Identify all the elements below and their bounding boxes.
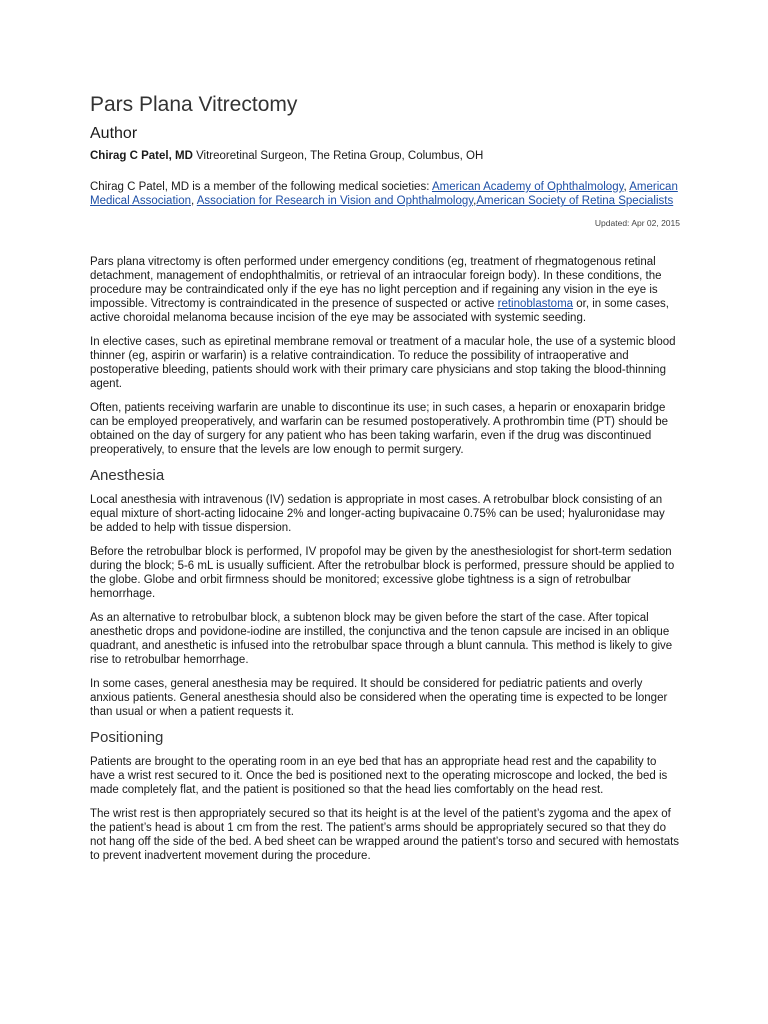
society-link-asrs[interactable]: American Society of Retina Specialists xyxy=(476,195,674,208)
page-title: Pars Plana Vitrectomy xyxy=(90,93,298,116)
author-name: Chirag C Patel, MD xyxy=(90,150,193,163)
positioning-paragraph-1: Patients are brought to the operating room in an eye bed that has an appropriate head rest and the capability to have a wrist rest secured to it. Once the bed is positioned next to the operating microscope and locked, the bed is made completely flat, and the patient is positioned so that the head lies comfortably on the head rest. xyxy=(90,755,668,796)
author-affiliation: Vitreoretinal Surgeon, The Retina Group, Columbus, OH xyxy=(192,150,484,163)
article xyxy=(90,92,680,873)
intro-text: Pars plana vitrectomy is often performed under emergency conditions (eg, treatment of rhegmatogenous retinal detachment, management of endophthalmitis, or retrieval of an intraocular foreign body). In these conditions, the procedure may be contraindicated only if the eye has no light perception and if regaining any vision in the eye is impossible. Vitrectomy is contraindicated in the presence of suspected or active xyxy=(90,256,662,311)
intro-paragraph-1 xyxy=(90,255,680,325)
anesthesia-paragraph-2: Before the retrobulbar block is performed, IV propofol may be given by the anesthesiologist for short-term sedation during the block; 5-6 mL is usually sufficient. After the retrobulbar block is performed, pressure should be applied to the globe. Globe and orbit firmness should be monitored; excessive globe tightness is a sign of retrobulbar hemorrhage. xyxy=(90,545,675,600)
society-link-ama[interactable]: American Medical Association xyxy=(90,181,678,208)
anesthesia-paragraph-4: In some cases, general anesthesia may be required. It should be considered for pediatric patients and overly anxious patients. General anesthesia should also be considered when the operating time is expected to be longer than usual or when a patient requests it. xyxy=(90,677,668,718)
separator: , xyxy=(191,195,197,208)
separator: , xyxy=(473,195,477,208)
intro-paragraph-2: In elective cases, such as epiretinal membrane removal or treatment of a macular hole, the use of a systemic blood thinner (eg, aspirin or warfarin) is a relative contraindication. To reduce the possibility of intraoperative and postoperative bleeding, patients should work with their primary care physicians and stop taking the blood-thinning agent. xyxy=(90,336,676,391)
intro-text: or, in some cases, active choroidal melanoma because incision of the eye may be associated with systemic seeding. xyxy=(90,298,669,325)
updated-date: Updated: Apr 02, 2015 xyxy=(594,218,680,229)
anesthesia-paragraph-1: Local anesthesia with intravenous (IV) sedation is appropriate in most cases. A retrobulbar block consisting of an equal mixture of short-acting lidocaine 2% and longer-acting bupivacaine 0.75% can be used; hyaluronidase may be added to help with tissue dispersion. xyxy=(90,493,665,534)
author-heading: Author xyxy=(90,125,138,143)
societies-paragraph xyxy=(90,180,680,208)
intro-paragraph-3: Often, patients receiving warfarin are unable to discontinue its use; in such cases, a heparin or enoxaparin bridge can be employed preoperatively, and warfarin can be resumed postoperatively. A prothrombin time (PT) should be obtained on the day of surgery for any patient who has been taking warfarin, even if the drug was discontinued preoperatively, to ensure that the levels are low enough to permit surgery. xyxy=(90,402,669,457)
positioning-heading: Positioning xyxy=(90,728,164,746)
separator: , xyxy=(623,181,630,194)
retinoblastoma-link[interactable]: retinoblastoma xyxy=(497,298,574,311)
society-link-aao[interactable]: American Academy of Ophthalmology xyxy=(431,181,624,194)
author-line xyxy=(90,149,680,164)
societies-intro: Chirag C Patel, MD is a member of the following medical societies: xyxy=(90,181,432,194)
anesthesia-heading: Anesthesia xyxy=(90,467,165,485)
positioning-paragraph-2: The wrist rest is then appropriately secured so that its height is at the level of the patient’s zygoma and the apex of the patient’s head is about 1 cm from the rest. The patient’s arms should be appropriately secured so that they do not hang off the side of the bed. A bed sheet can be wrapped around the patient’s torso and secured with hemostats to prevent inadvertent movement during the procedure. xyxy=(90,807,680,862)
anesthesia-paragraph-3: As an alternative to retrobulbar block, a subtenon block may be given before the start of the case. After topical anesthetic drops and povidone-iodine are instilled, the conjunctiva and the tenon capsule are incised in an oblique quadrant, and anesthetic is infused into the retrobulbar space through a blunt cannula. This method is likely to give rise to retrobulbar hemorrhage. xyxy=(90,611,673,666)
society-link-arvo[interactable]: Association for Research in Vision and Ophthalmology xyxy=(196,195,474,208)
